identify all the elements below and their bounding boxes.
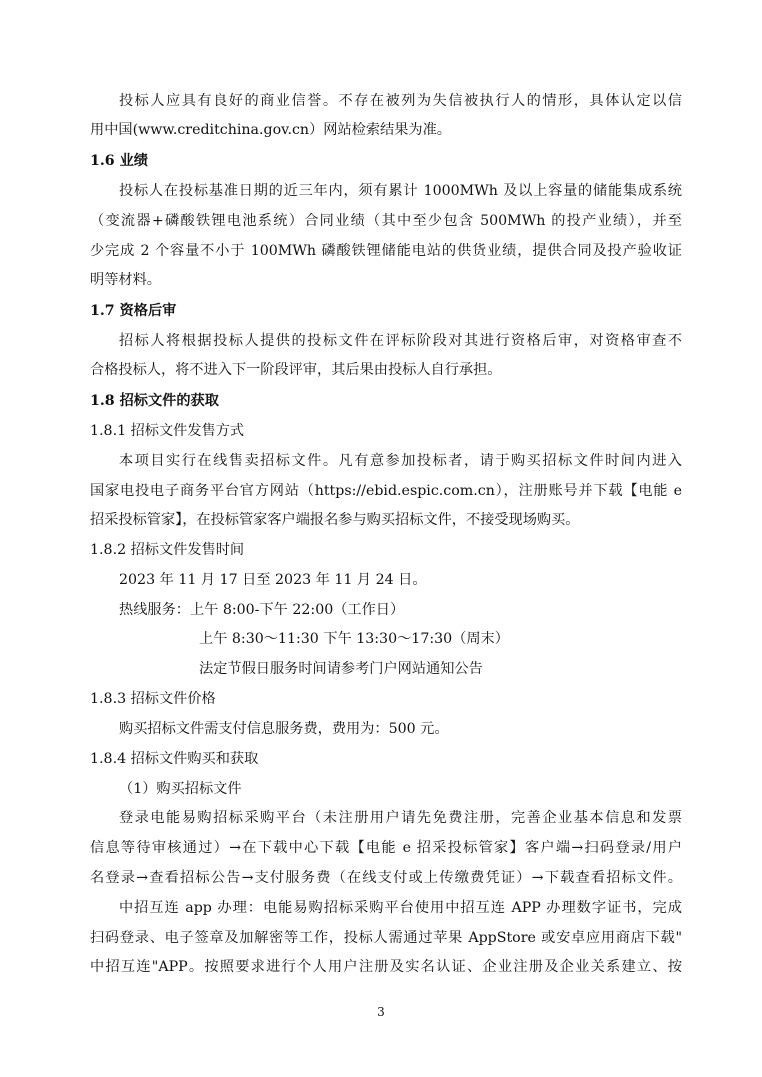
hotline-line: 上午 8:30～11:30 下午 13:30～17:30（周末） <box>199 631 509 647</box>
paragraph-line: 明等材料。 <box>90 272 161 288</box>
subsection-heading: 1.8.4 招标文件购买和获取 <box>90 751 259 767</box>
paragraph-line: 扫码登录、电子签章及加解密等工作，投标人需通过苹果 AppStore 或安卓应用商店下载" <box>90 930 682 946</box>
paragraph-line: 2023 年 11 月 17 日至 2023 年 11 月 24 日。 <box>119 572 427 588</box>
hotline-line: 热线服务：上午 8:00-下午 22:00（工作日） <box>119 602 405 618</box>
page-number: 3 <box>377 1005 385 1019</box>
paragraph-line: 名登录→查看招标公告→支付服务费（在线支付或上传缴费凭证）→下载查看招标文件。 <box>90 870 682 886</box>
subsection-heading: 1.8.3 招标文件价格 <box>90 691 216 707</box>
paragraph-line: 登录电能易购招标采购平台（未注册用户请先免费注册，完善企业基本信息和发票 <box>119 810 682 826</box>
paragraph-line: 信息等待审核通过）→在下载中心下载【电能 e 招采投标管家】客户端→扫码登录/用户 <box>90 840 682 856</box>
section-heading: 1.7 资格后审 <box>90 303 177 319</box>
paragraph-line: 购买招标文件需支付信息服务费，费用为：500 元。 <box>119 721 449 737</box>
section-heading: 1.6 业绩 <box>90 153 148 169</box>
paragraph-line: 中招互连 app 办理：电能易购招标采购平台使用中招互连 APP 办理数字证书，完成 <box>119 900 682 916</box>
subsection-heading: 1.8.2 招标文件发售时间 <box>90 542 245 558</box>
section-heading: 1.8 招标文件的获取 <box>90 393 219 409</box>
paragraph-line: 招标人将根据投标人提供的投标文件在评标阶段对其进行资格后审，对资格审查不 <box>119 333 682 349</box>
paragraph-line: 国家电投电子商务平台官方网站（https://ebid.espic.com.cn），注册账号并下载【电能 e <box>90 483 682 499</box>
subsection-heading: 1.8.1 招标文件发售方式 <box>90 423 245 439</box>
paragraph-line: 中招互连"APP。按照要求进行个人用户注册及实名认证、企业注册及企业关系建立、按 <box>90 959 682 975</box>
paragraph-line: 招采投标管家】，在投标管家客户端报名参与购买招标文件，不接受现场购买。 <box>90 512 580 528</box>
paragraph-line: 少完成 2 个容量不小于 100MWh 磷酸铁锂储能电站的供货业绩，提供合同及投产验收证 <box>90 243 682 259</box>
hotline-line: 法定节假日服务时间请参考门户网站通知公告 <box>199 661 483 677</box>
paragraph-line: （变流器+磷酸铁锂电池系统）合同业绩（其中至少包含 500MWh 的投产业绩），并至 <box>90 213 682 229</box>
paragraph-line: 投标人应具有良好的商业信誉。不存在被列为失信被执行人的情形，具体认定以信 <box>119 93 682 109</box>
paragraph-line: 本项目实行在线售卖招标文件。凡有意参加投标者，请于购买招标文件时间内进入 <box>119 453 682 469</box>
list-item-heading: （1）购买招标文件 <box>119 781 242 797</box>
paragraph-line: 投标人在投标基准日期的近三年内，须有累计 1000MWh 及以上容量的储能集成系统 <box>119 183 682 199</box>
paragraph-line: 用中国(www.creditchina.gov.cn）网站检索结果为准。 <box>90 122 451 138</box>
paragraph-line: 合格投标人，将不进入下一阶段评审，其后果由投标人自行承担。 <box>90 362 502 378</box>
